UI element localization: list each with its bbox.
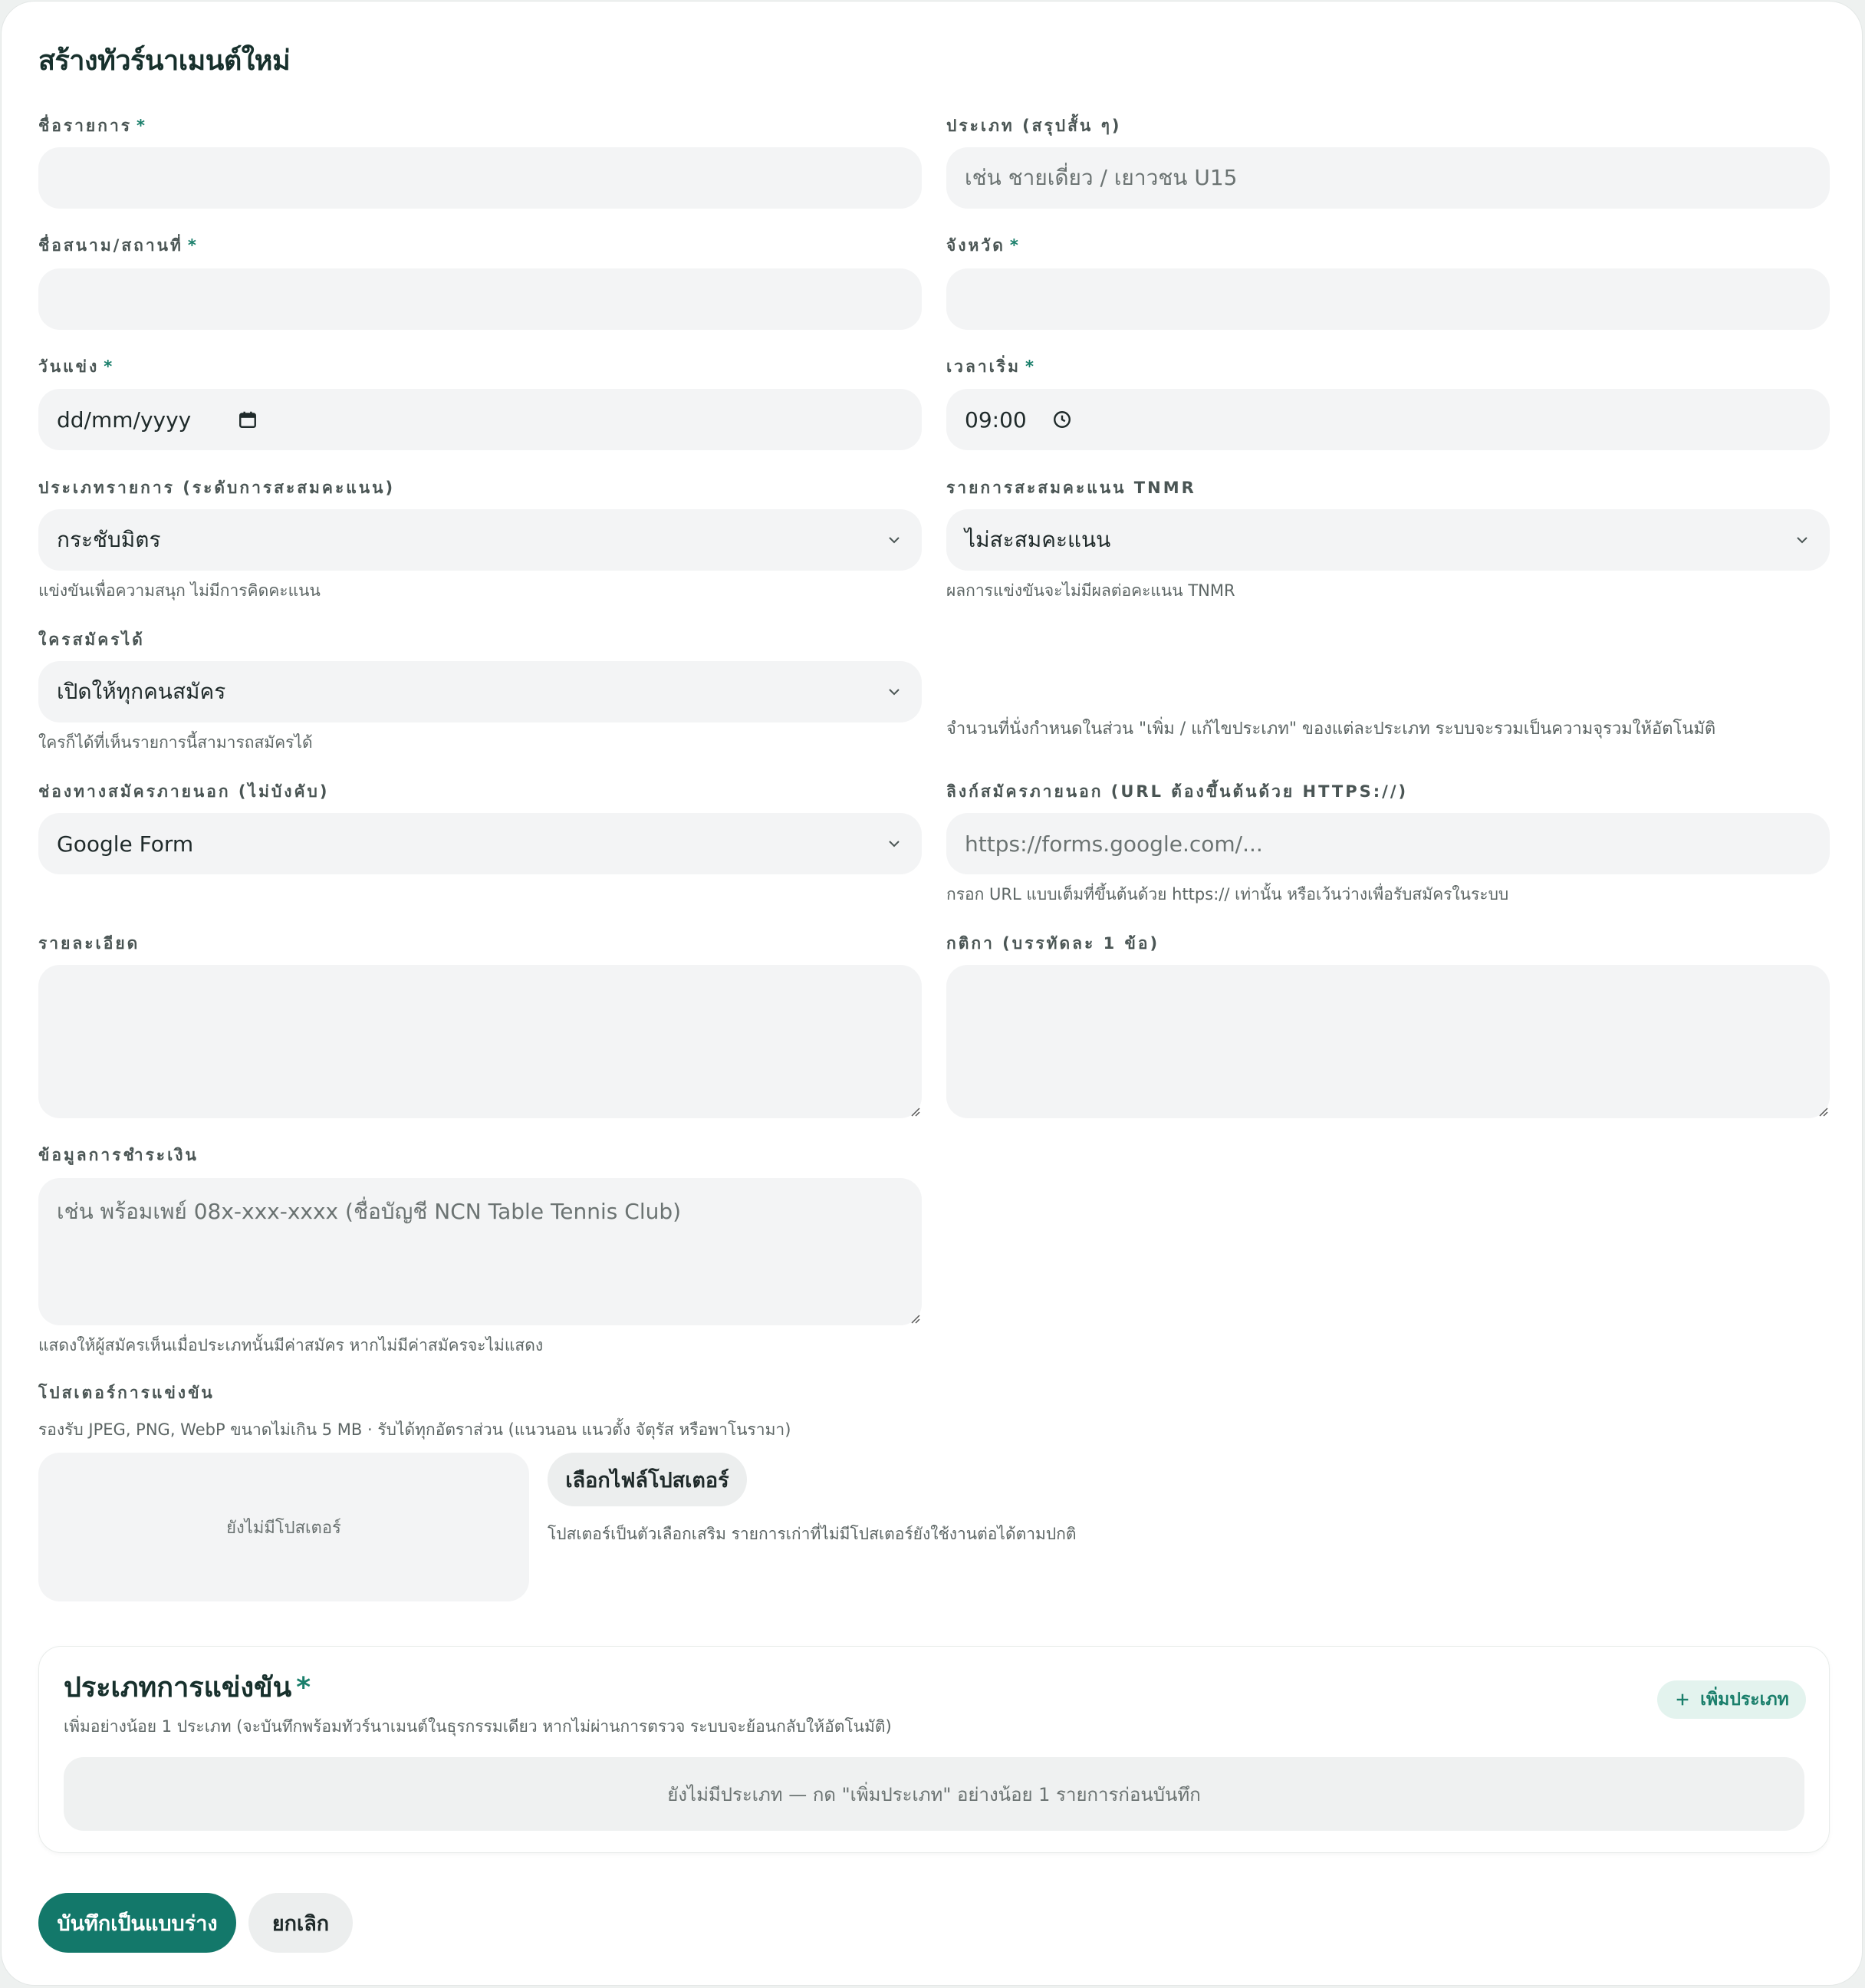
rules-label: กติกา (บรรทัดละ 1 ข้อ) [946, 934, 1160, 953]
chevron-down-icon [885, 834, 903, 853]
rules-textarea[interactable] [946, 965, 1830, 1118]
province-label: จังหวัด * [946, 236, 1018, 255]
competition-types-section [38, 1646, 1830, 1853]
calendar-icon[interactable] [238, 410, 258, 430]
name-input[interactable] [38, 147, 922, 209]
chevron-down-icon [885, 531, 903, 549]
types-empty-state: ยังไม่มีประเภท — กด "เพิ่มประเภท" อย่างน้อย 1 รายการก่อนบันทึก [64, 1757, 1804, 1831]
tnmr-hint: ผลการแข่งขันจะไม่มีผลต่อคะแนน TNMR [946, 581, 1235, 600]
resize-handle-icon[interactable] [909, 1106, 920, 1117]
eligibility-hint: ใครก็ได้ที่เห็นรายการนี้สามารถสมัครได้ [38, 733, 313, 752]
details-textarea[interactable] [38, 965, 922, 1118]
choose-poster-button[interactable]: เลือกไฟล์โปสเตอร์ [548, 1453, 747, 1506]
poster-empty-text: ยังไม่มีโปสเตอร์ [226, 1518, 341, 1538]
tnmr-label: รายการสะสมคะแนน TNMR [946, 479, 1196, 497]
save-draft-button[interactable]: บันทึกเป็นแบบร่าง [38, 1893, 236, 1953]
poster-hint: รองรับ JPEG, PNG, WebP ขนาดไม่เกิน 5 MB · รับได้ทุกอัตราส่วน (แนวนอน แนวตั้ง จัตุรัส หรือพาโนรามา) [38, 1420, 791, 1439]
page-title: สร้างทัวร์นาเมนต์ใหม่ [38, 45, 291, 77]
plus-icon [1674, 1691, 1691, 1708]
tnmr-select[interactable]: ไม่สะสมคะแนน [946, 509, 1830, 571]
date-input[interactable] [38, 389, 922, 450]
poster-preview [38, 1453, 529, 1601]
external-link-label: ลิงก์สมัครภายนอก (URL ต้องขึ้นต้นด้วย HTTPS://) [946, 782, 1409, 801]
chevron-down-icon [1793, 531, 1811, 549]
chevron-down-icon [885, 683, 903, 701]
resize-handle-icon[interactable] [1817, 1106, 1828, 1117]
category-short-label: ประเภท (สรุปสั้น ๆ) [946, 117, 1122, 135]
start-time-value: 09:00 [965, 406, 1027, 433]
payment-label: ข้อมูลการชำระเงิน [38, 1146, 199, 1164]
poster-label: โปสเตอร์การแข่งขัน [38, 1384, 215, 1402]
external-channel-label: ช่องทางสมัครภายนอก (ไม่บังคับ) [38, 782, 330, 801]
external-link-hint: กรอก URL แบบเต็มที่ขึ้นต้นด้วย https:// เท่านั้น หรือเว้นว่างเพื่อรับสมัครในระบบ [946, 885, 1509, 903]
capacity-note: จำนวนที่นั่งกำหนดในส่วน "เพิ่ม / แก้ไขประเภท" ของแต่ละประเภท ระบบจะรวมเป็นความจุรวมให้อัตโนมัติ [946, 719, 1716, 739]
types-title: ประเภทการแข่งขัน * [64, 1672, 311, 1703]
details-label: รายละเอียด [38, 934, 140, 953]
venue-input[interactable] [38, 268, 922, 330]
resize-handle-icon[interactable] [909, 1313, 920, 1324]
event-type-label: ประเภทรายการ (ระดับการสะสมคะแนน) [38, 479, 396, 497]
create-tournament-card [1, 1, 1863, 1986]
province-input[interactable] [946, 268, 1830, 330]
payment-hint: แสดงให้ผู้สมัครเห็นเมื่อประเภทนั้นมีค่าสมัคร หากไม่มีค่าสมัครจะไม่แสดง [38, 1336, 544, 1354]
eligibility-label: ใครสมัครได้ [38, 630, 145, 649]
start-time-input[interactable] [946, 389, 1830, 450]
event-type-hint: แข่งขันเพื่อความสนุก ไม่มีการคิดคะแนน [38, 581, 321, 600]
add-type-button[interactable]: เพิ่มประเภท [1657, 1680, 1806, 1719]
clock-icon[interactable] [1052, 410, 1072, 430]
name-label: ชื่อรายการ * [38, 117, 146, 135]
date-label: วันแข่ง * [38, 357, 113, 376]
event-type-select[interactable]: กระชับมิตร [38, 509, 922, 571]
venue-label: ชื่อสนาม/สถานที่ * [38, 236, 196, 255]
external-link-input[interactable]: https://forms.google.com/... [946, 813, 1830, 874]
eligibility-select[interactable]: เปิดให้ทุกคนสมัคร [38, 661, 922, 722]
date-value: dd/mm/yyyy [57, 406, 192, 433]
cancel-button[interactable]: ยกเลิก [248, 1893, 353, 1953]
poster-note: โปสเตอร์เป็นตัวเลือกเสริม รายการเก่าที่ไม่มีโปสเตอร์ยังใช้งานต่อได้ตามปกติ [548, 1525, 1077, 1543]
external-channel-select[interactable]: Google Form [38, 813, 922, 874]
payment-textarea[interactable]: เช่น พร้อมเพย์ 08x-xxx-xxxx (ชื่อบัญชี NCN Table Tennis Club) [38, 1178, 922, 1325]
types-subtitle: เพิ่มอย่างน้อย 1 ประเภท (จะบันทึกพร้อมทัวร์นาเมนต์ในธุรกรรมเดียว หากไม่ผ่านการตรวจ ระบบจะย้อนกลับให้อัตโนมัติ) [64, 1717, 892, 1736]
start-time-label: เวลาเริ่ม * [946, 357, 1034, 376]
category-short-input[interactable]: เช่น ชายเดี่ยว / เยาวชน U15 [946, 147, 1830, 209]
